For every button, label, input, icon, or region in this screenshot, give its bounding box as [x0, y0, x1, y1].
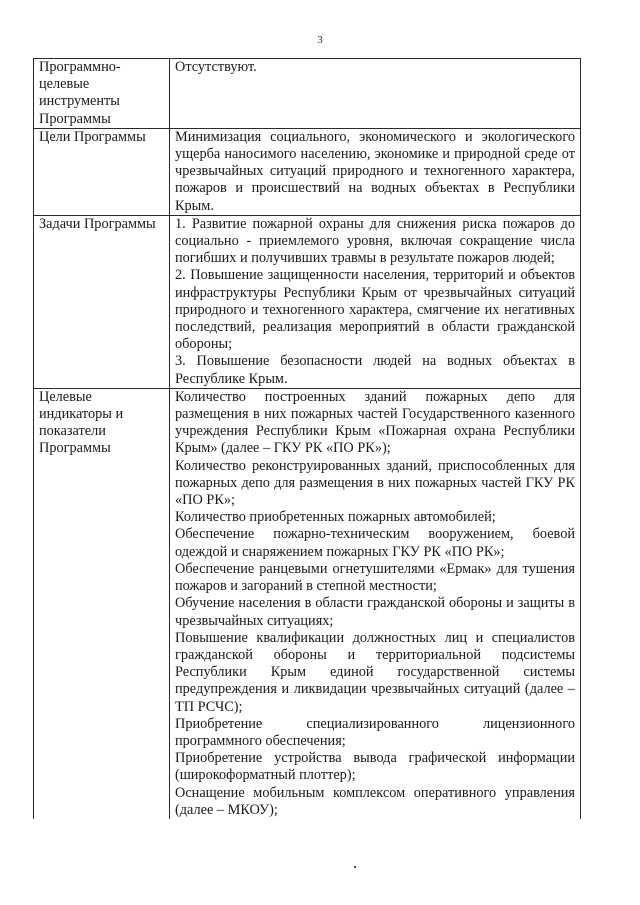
table-row: [34, 128, 581, 215]
content-paragraph: 3. Повышение безопасности людей на водных объектах в Республике Крым.: [175, 353, 575, 387]
row-content-goals: [170, 128, 581, 215]
content-paragraph: Минимизация социального, экономического и экологического ущерба наносимого населению, экономике и природной среде от чрезвычайных ситуаций природного и техногенного характера, пожаров и происшествий на водных объектах в Республики Крым.: [175, 128, 575, 214]
table-row: [34, 215, 581, 388]
content-paragraph: Обеспечение ранцевыми огнетушителями «Ермак» для тушения пожаров и загораний в степной местности;: [175, 560, 575, 595]
row-label-tools: Программно-целевые инструменты Программы: [34, 59, 170, 129]
content-paragraph: Обеспечение пожарно-техническим вооружением, боевой одеждой и снаряжением пожарных ГКУ РК «ПО РК»;: [175, 526, 575, 560]
content-paragraph: Количество построенных зданий пожарных депо для размещения в них пожарных частей Государственного казенного учреждения Республики Крым «Пожарная охрана Республики Крым» (далее – ГКУ РК «ПО РК»);: [175, 388, 575, 457]
page-number: 3: [317, 34, 323, 46]
content-paragraph: Количество реконструированных зданий, приспособленных для пожарных депо для размещения в них пожарных частей ГКУ РК «ПО РК»;: [175, 457, 575, 509]
content-paragraph: 2. Повышение защищенности населения, территорий и объектов инфраструктуры Республики Крым от чрезвычайных ситуаций природного и техногенного характера, смягчение их негативных последствий, реализация мероприятий в области гражданской обороны;: [175, 267, 575, 353]
scan-dot: [354, 866, 356, 868]
content-paragraph: 1. Развитие пожарной охраны для снижения риска пожаров до социально - приемлемого уровня, включая сокращение числа погибших и получивших травмы в результате пожаров людей;: [175, 215, 575, 267]
row-label-goals: Цели Программы: [34, 128, 170, 215]
row-label-tasks: Задачи Программы: [34, 215, 170, 388]
table-row: [34, 59, 581, 129]
content-paragraph: Оснащение мобильным комплексом оперативного управления (далее – МКОУ);: [175, 784, 575, 818]
row-content-tasks: [170, 215, 581, 388]
content-paragraph: Количество приобретенных пожарных автомобилей;: [175, 509, 496, 526]
content-paragraph: Отсутствуют.: [175, 59, 257, 75]
table-row: [34, 388, 581, 819]
row-content-indicators: [170, 388, 581, 819]
content-paragraph: Приобретение устройства вывода графической информации (широкоформатный плоттер);: [175, 750, 575, 784]
content-paragraph: Приобретение специализированного лицензионного программного обеспечения;: [175, 715, 575, 749]
content-paragraph: Обучение населения в области гражданской обороны и защиты в чрезвычайных ситуациях;: [175, 595, 575, 629]
row-content-tools: [170, 59, 581, 129]
program-passport-table: [33, 58, 581, 819]
content-paragraph: Повышение квалификации должностных лиц и специалистов гражданской обороны и территориальной подсистемы Республики Крым единой государственной системы предупреждения и ликвидации чрезвычайных ситуаций (далее – ТП РСЧС);: [175, 629, 575, 715]
row-label-indicators: Целевые индикаторы и показатели Программы: [34, 388, 170, 819]
